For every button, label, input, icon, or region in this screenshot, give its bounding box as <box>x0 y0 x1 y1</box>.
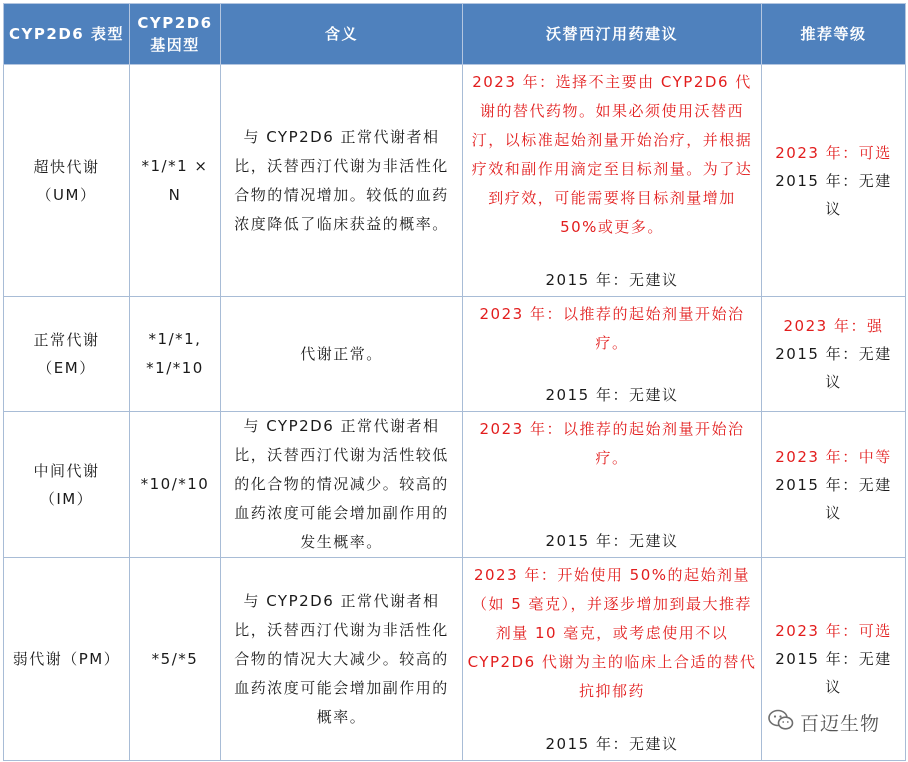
grade-cell <box>762 65 906 297</box>
grade-2023: 2023 年：强 <box>783 317 884 335</box>
recommendation-cell <box>463 297 762 412</box>
header-recommendation: 沃替西汀用药建议 <box>463 4 762 65</box>
header-phenotype: CYP2D6 表型 <box>4 4 130 65</box>
header-meaning: 含义 <box>221 4 463 65</box>
cyp2d6-vortioxetine-table <box>3 3 906 761</box>
recommendation-2015: 2015 年：无建议 <box>545 735 679 753</box>
recommendation-cell <box>463 412 762 558</box>
recommendation-2023: 2023 年：选择不主要由 CYP2D6 代谢的替代药物。如果必须使用沃替西汀，以标准起始剂量开始治疗，并根据疗效和副作用滴定至目标剂量。为了达到疗效，可能需要将目标剂量增加 50%或更多。 <box>471 73 753 236</box>
meaning-cell: 代谢正常。 <box>221 297 463 412</box>
phenotype-abbr: （IM） <box>39 489 94 508</box>
table-row <box>4 412 906 558</box>
meaning-cell: 与 CYP2D6 正常代谢者相比，沃替西汀代谢为非活性化合物的情况大大减少。较高的血药浓度可能会增加副作用的概率。 <box>221 558 463 761</box>
recommendation-2023: 2023 年：以推荐的起始剂量开始治疗。 <box>479 420 745 467</box>
table-row <box>4 297 906 412</box>
recommendation-cell <box>463 65 762 297</box>
grade-2015: 2015 年：无建议 <box>775 650 892 696</box>
grade-2023: 2023 年：中等 <box>775 447 892 466</box>
genotype-line: N <box>168 185 182 204</box>
meaning-cell: 与 CYP2D6 正常代谢者相比，沃替西汀代谢为活性较低的化合物的情况减少。较高的血药浓度可能会增加副作用的发生概率。 <box>221 412 463 558</box>
grade-2015: 2015 年：无建议 <box>775 475 892 522</box>
genotype-line: *1/*10 <box>146 359 204 377</box>
genotype-line: *1/*1, <box>148 330 202 348</box>
recommendation-2015: 2015 年：无建议 <box>545 271 679 289</box>
grade-2015: 2015 年：无建议 <box>775 171 892 218</box>
header-genotype-line1: CYP2D6 <box>137 14 213 32</box>
grade-cell <box>762 412 906 558</box>
recommendation-2023: 2023 年：开始使用 50%的起始剂量（如 5 毫克），并逐步增加到最大推荐剂量 10 毫克，或考虑使用不以 CYP2D6 代谢为主的临床上合适的替代抗抑郁药 <box>467 566 757 700</box>
phenotype-cell <box>4 297 130 412</box>
genotype-cell <box>130 412 221 558</box>
genotype-cell <box>130 297 221 412</box>
recommendation-2023: 2023 年：以推荐的起始剂量开始治疗。 <box>479 305 745 352</box>
header-row <box>4 4 906 65</box>
grade-2023: 2023 年：可选 <box>775 143 892 162</box>
phenotype-name: 正常代谢 <box>33 331 100 349</box>
recommendation-2015: 2015 年：无建议 <box>545 386 679 404</box>
watermark-text: 百迈生物 <box>799 713 880 735</box>
recommendation-cell <box>463 558 762 761</box>
wechat-icon <box>768 709 794 736</box>
genotype-line: *5/*5 <box>151 649 199 668</box>
watermark <box>768 709 880 736</box>
phenotype-cell <box>4 558 130 761</box>
header-genotype <box>130 4 221 65</box>
grade-cell <box>762 297 906 412</box>
recommendation-2015: 2015 年：无建议 <box>545 532 679 550</box>
phenotype-cell <box>4 412 130 558</box>
phenotype-abbr: （EM） <box>37 359 96 377</box>
genotype-cell <box>130 65 221 297</box>
genotype-line: *1/*1 × <box>141 156 209 175</box>
header-genotype-line2: 基因型 <box>150 36 200 54</box>
header-grade: 推荐等级 <box>762 4 906 65</box>
grade-2023: 2023 年：可选 <box>775 622 892 640</box>
grade-2015: 2015 年：无建议 <box>775 345 892 391</box>
phenotype-name: 弱代谢（PM） <box>12 650 121 668</box>
table-row <box>4 65 906 297</box>
genotype-cell <box>130 558 221 761</box>
meaning-cell: 与 CYP2D6 正常代谢者相比，沃替西汀代谢为非活性化合物的情况增加。较低的血药浓度降低了临床获益的概率。 <box>221 65 463 297</box>
genotype-line: *10/*10 <box>140 475 210 493</box>
phenotype-cell <box>4 65 130 297</box>
phenotype-name: 超快代谢 <box>33 157 100 176</box>
phenotype-abbr: （UM） <box>36 185 97 204</box>
phenotype-name: 中间代谢 <box>33 461 100 480</box>
